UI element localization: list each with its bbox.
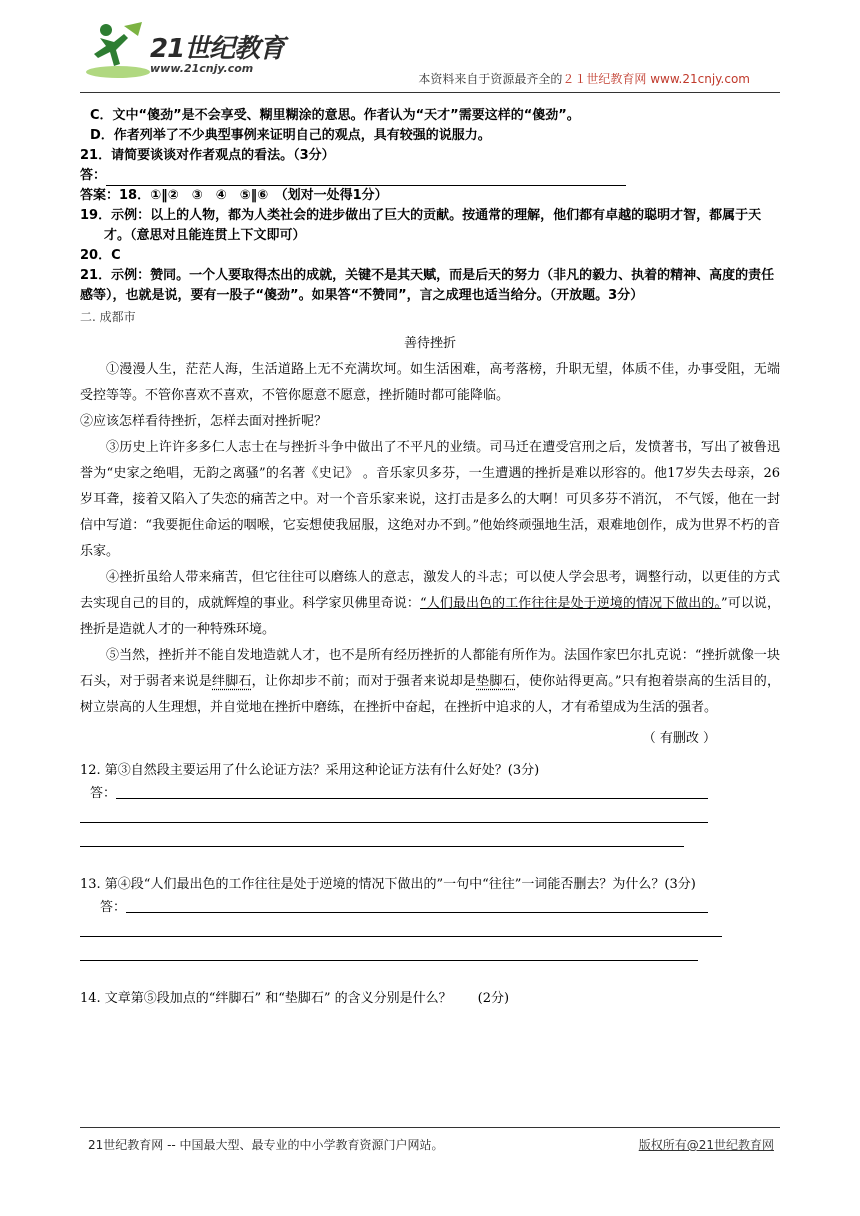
essay-paragraph-3: ③历史上许许多多仁人志士在与挫折斗争中做出了不平凡的业绩。司马迁在遭受宫刑之后，发愤著书，写出了被鲁迅誉为“史家之绝唱，无韵之离骚”的名著《史记》 。音乐家贝多芬，一生遭遇的挫折是难以形容的。他17岁失去母亲，26岁耳聋，接着又陷入了失恋的痛苦之中。对一个音乐家来说，这打击是多么的大啊！可贝多芬不消沉， 不气馁，他在一封信中写道：“我要扼住命运的咽喉，它妄想使我屈服，这绝对办不到。”他始终顽强地生活，艰难地创作，成为世界不朽的音乐家。: [80, 440, 780, 559]
essay-paragraph-1: ①漫漫人生，茫茫人海，生活道路上无不充满坎坷。如生活困难，高考落榜，升职无望，体质不佳，办事受阻，无端受控等等。不管你喜欢不喜欢，不管你愿意不愿意，挫折随时都可能降临。: [80, 362, 780, 403]
logo-text: 21世纪教育: [150, 34, 285, 64]
footer-text: 21世纪教育网 -- 中国最大型、最专业的中小学教育资源门户网站。: [88, 1138, 444, 1152]
essay-title: 善待挫折: [403, 336, 456, 351]
question-21: 21．请简要谈谈对作者观点的看法。（3分）: [80, 148, 335, 163]
page-header: [80, 18, 780, 90]
site-logo: [80, 18, 300, 86]
footer-divider: [80, 1127, 780, 1128]
question-14: 14. 文章第⑤段加点的“绊脚石” 和“垫脚石” 的含义分别是什么？ (2分): [80, 991, 510, 1006]
logo-url: www.21cnjy.com: [150, 62, 254, 75]
p5-a: ⑤当然，挫折并不能自发地造就人才，也不是所有经历挫折的人都能有所作为。法国作家巴尔扎克说：“挫折就像一块石头，对于弱者来说是: [80, 648, 780, 689]
essay-paragraph-5: [80, 643, 780, 721]
runner-logo-icon: [80, 18, 150, 82]
answer-line: [80, 822, 708, 824]
document-body: [80, 100, 780, 1010]
source-prefix: 本资料来自于资源最齐全的: [418, 72, 563, 86]
answer-line: [80, 936, 722, 938]
answer-18: 答案：18．①‖② ③ ④ ⑤‖⑥ （划对一处得1分）: [80, 188, 388, 203]
answer-label-12: 答：: [90, 786, 117, 801]
p4-quote: “人们最出色的工作往往是处于逆境的情况下做出的。: [420, 596, 722, 611]
answer-line: [106, 171, 626, 186]
answer-line: [80, 846, 684, 848]
source-url[interactable]: www.21cnjy.com: [650, 72, 750, 86]
p5-b: ，让你却步不前；而对于强者来说却是: [251, 674, 477, 689]
source-note: [418, 70, 750, 87]
p4-before: ④挫折虽给人带来痛苦，但它往往可以磨练人的意志，激发人的斗志；可以使人学会思考，调整行动，以更佳的方式去实现自己的目的，成就辉煌的事业。科学家贝佛里奇说：: [80, 570, 780, 611]
answer-area-13[interactable]: [80, 896, 780, 974]
answer-area-12[interactable]: [80, 782, 780, 860]
answer-line: [126, 912, 708, 914]
answer-21: 21．示例：赞同。一个人要取得杰出的成就，关键不是其天赋，而是后天的努力（非凡的毅力、执着的精神、高度的责任感等），也就是说，要有一股子“傻劲”。如果答“不赞同”，言之成理也适当给分。（开放题。3分）: [80, 268, 775, 303]
answer-label: 答：: [80, 168, 107, 183]
answer-21-field[interactable]: [80, 166, 780, 186]
p4-after: ”可以说，挫折是造就人才的一种特殊环境。: [80, 596, 780, 637]
section-heading: 二. 成都市: [80, 310, 136, 324]
source-site[interactable]: ２１世纪教育网: [562, 72, 647, 86]
header-divider: [80, 92, 780, 93]
edit-note: （ 有删改 ）: [642, 731, 716, 746]
answer-label-13: 答：: [100, 900, 127, 915]
question-13: 13. 第④段“人们最出色的工作往往是处于逆境的情况下做出的”一句中“往往”一词能否删去？为什么？(3分): [80, 877, 696, 892]
answer-20: 20．C: [80, 248, 121, 263]
essay-paragraph-2: ②应该怎样看待挫折，怎样去面对挫折呢？: [80, 414, 328, 429]
dotted-word-2: 垫脚石: [476, 674, 516, 689]
p5-c: ，使你站得更高。”只有抱着崇高的生活目的，树立崇高的人生理想，并自觉地在挫折中磨练，在挫折中奋起，在挫折中追求的人，才有希望成为生活的强者。: [80, 674, 780, 715]
copyright-link[interactable]: 版权所有@21世纪教育网: [638, 1138, 774, 1152]
question-12: 12. 第③自然段主要运用了什么论证方法？采用这种论证方法有什么好处？(3分): [80, 763, 540, 778]
dotted-word-1: 绊脚石: [212, 674, 252, 689]
option-d: D．作者列举了不少典型事例来证明自己的观点，具有较强的说服力。: [90, 128, 491, 143]
essay-paragraph-4: [80, 565, 780, 643]
answer-line: [116, 798, 708, 800]
answer-line: [80, 960, 698, 962]
option-c: C．文中“傻劲”是不会享受、糊里糊涂的意思。作者认为“天才”需要这样的“傻劲”。: [90, 108, 580, 123]
answer-19: 19．示例：以上的人物，都为人类社会的进步做出了巨大的贡献。按通常的理解，他们都有卓越的聪明才智，都属于天才。（意思对且能连贯上下文即可）: [80, 208, 762, 243]
